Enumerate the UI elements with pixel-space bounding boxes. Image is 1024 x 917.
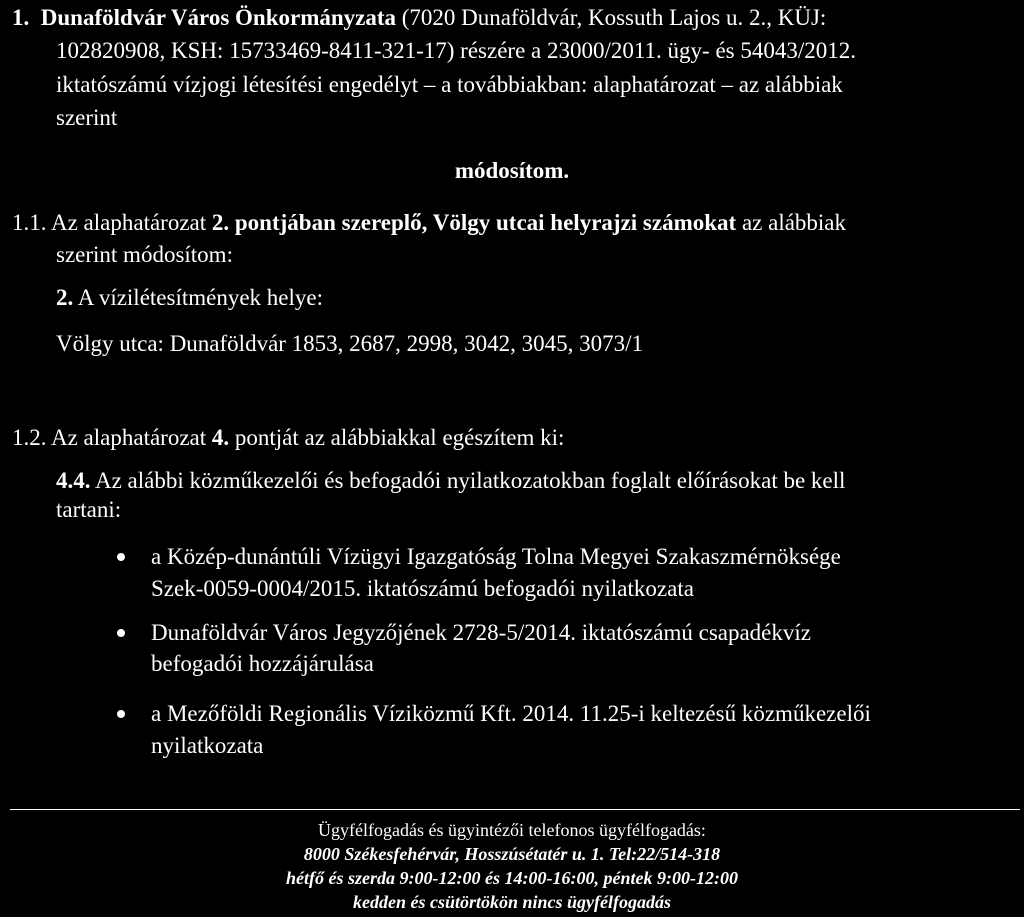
modositom-heading: módosítom. bbox=[454, 158, 570, 183]
item1-line4: szerint bbox=[56, 105, 118, 130]
bullet-1-line1: a Közép-dunántúli Vízügyi Igazgatóság Tolna Megyei Szakaszmérnöksége bbox=[151, 544, 841, 569]
item11-number: 1.1. bbox=[12, 210, 47, 235]
footer-line2: 8000 Székesfehérvár, Hosszúsétatér u. 1. Tel:22/514-318 bbox=[303, 844, 721, 864]
footer-divider bbox=[10, 809, 1020, 810]
item11-line2: szerint módosítom: bbox=[56, 242, 233, 267]
item44-number: 4.4. bbox=[56, 468, 91, 493]
bullet-3-line2: nyilatkozata bbox=[151, 733, 264, 758]
item11-sub-label: A vízilétesítmények helye: bbox=[73, 285, 323, 310]
bullet-2-icon bbox=[117, 629, 125, 637]
item12-line bbox=[12, 424, 564, 451]
item44-line1 bbox=[56, 467, 845, 494]
footer-line1: Ügyfélfogadás és ügyintézői telefonos ügyfélfogadás: bbox=[318, 820, 706, 840]
item11-sub-number: 2. bbox=[56, 285, 74, 310]
volgy-utca-line: Völgy utca: Dunaföldvár 1853, 2687, 2998, 3042, 3045, 3073/1 bbox=[56, 331, 644, 356]
item11-text-c: az alábbiak bbox=[736, 210, 847, 235]
item11-sub-line bbox=[56, 284, 323, 311]
item44-text: Az alábbi közműkezelői és befogadói nyilatkozatokban foglalt előírásokat be kell bbox=[90, 468, 846, 493]
item11-line1 bbox=[12, 209, 846, 236]
item1-line1 bbox=[12, 4, 826, 31]
item1-name: Dunaföldvár Város Önkormányzata bbox=[40, 5, 397, 30]
item12-number: 1.2. bbox=[12, 425, 47, 450]
item44-line2: tartani: bbox=[56, 497, 122, 522]
item11-bold: 2. pontjában szereplő, Völgy utcai helyrajzi számokat bbox=[211, 210, 737, 235]
footer-line3: hétfő és szerda 9:00-12:00 és 14:00-16:00, péntek 9:00-12:00 bbox=[286, 868, 738, 888]
item11-text-a: Az alaphatározat bbox=[50, 210, 212, 235]
bullet-3-icon bbox=[117, 710, 125, 718]
item12-text-a: Az alaphatározat bbox=[46, 425, 212, 450]
item1-line3: iktatószámú vízjogi létesítési engedélyt – a továbbiakban: alaphatározat – az alábbiak bbox=[56, 72, 843, 97]
bullet-2-line2: befogadói hozzájárulása bbox=[151, 651, 374, 676]
item12-text-c: pontját az alábbiakkal egészítem ki: bbox=[229, 425, 565, 450]
item1-number: 1. bbox=[12, 5, 30, 30]
footer-line4: kedden és csütörtökön nincs ügyfélfogadás bbox=[352, 892, 671, 912]
item1-line1-rest: (7020 Dunaföldvár, Kossuth Lajos u. 2., KÜJ: bbox=[396, 5, 827, 30]
bullet-2-line1: Dunaföldvár Város Jegyzőjének 2728-5/2014. iktatószámú csapadékvíz bbox=[151, 620, 811, 645]
bullet-1-line2: Szek-0059-0004/2015. iktatószámú befogadói nyilatkozata bbox=[151, 576, 694, 601]
item1-line2: 102820908, KSH: 15733469-8411-321-17) részére a 23000/2011. ügy- és 54043/2012. bbox=[56, 38, 856, 63]
item12-bold: 4. bbox=[211, 425, 230, 450]
bullet-1-icon bbox=[117, 553, 125, 561]
bullet-3-line1: a Mezőföldi Regionális Víziközmű Kft. 2014. 11.25-i keltezésű közműkezelői bbox=[151, 701, 871, 726]
